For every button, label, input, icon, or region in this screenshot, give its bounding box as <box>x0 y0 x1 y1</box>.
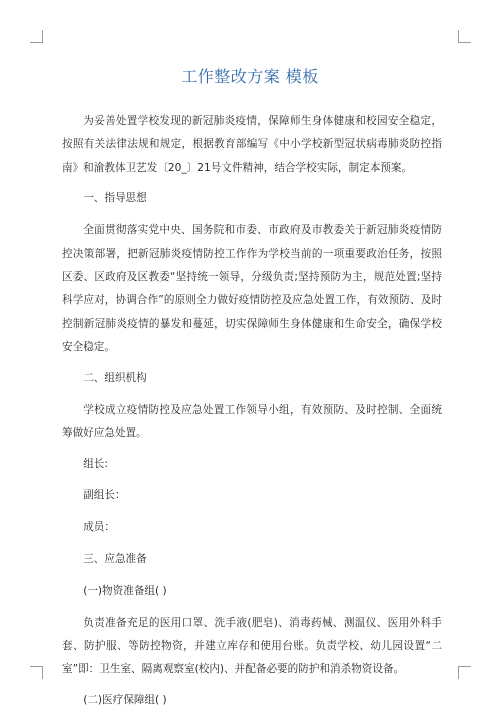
members-line: 成员： <box>83 521 115 534</box>
leader-line: 组长: <box>83 457 108 470</box>
guiding-ideology-paragraph: 全面贯彻落实党中央、国务院和市委、市政府及市教委关于新冠肺炎疫情防控决策部署，把新冠肺炎疫情防控工作作为学校当前的一项重要政治任务，按照区委、区政府及区教委“坚持统一领导，分级负责;坚持预防为主，规范处置;坚持科学应对，协调合作”的原则全力做好疫情防控及应急处置工作，有效预防、及时控制新冠肺炎疫情的暴发和蔓延，切实保障师生身体健康和生命安全，确保学校安全稳定。 <box>62 224 442 354</box>
subsection-supplies-group: (一)物资准备组( ) <box>83 584 167 597</box>
subsection-medical-group: (二)医疗保障组( ) <box>83 694 167 707</box>
organization-paragraph: 学校成立疫情防控及应急处置工作领导小组，有效预防、及时控制、全面统筹做好应急处置。 <box>62 403 442 440</box>
supplies-group-paragraph: 负责准备充足的医用口罩、洗手液(肥皂)、消毒药械、测温仪、医用外科手套、防护服、等防控物资，并建立库存和使用台账。负责学校、幼儿园设置“二室”即：卫生室、隔离观察室(校内)、并配备必要的防护和消杀物资设备。 <box>62 616 442 676</box>
intro-paragraph: 为妥善处置学校发现的新冠肺炎疫情，保障师生身体健康和校园安全稳定，按照有关法律法规和规定，根据教育部编写《中小学校新型冠状病毒肺炎防控指南》和渝教体卫艺发〔20_〕21号文件精神，结合学校实际，制定本预案。 <box>62 115 442 174</box>
section-heading-emergency-preparation: 三、应急准备 <box>83 553 147 566</box>
document-body <box>62 110 442 721</box>
document-title: 工作整改方案 模板 <box>181 67 319 86</box>
crop-mark-top-left <box>30 30 43 43</box>
crop-mark-bottom-left <box>30 666 43 679</box>
section-heading-guiding-ideology: 一、指导思想 <box>83 192 147 205</box>
crop-mark-top-right <box>458 30 471 43</box>
crop-mark-bottom-right <box>458 666 471 679</box>
deputy-leader-line: 副组长： <box>83 489 126 502</box>
section-heading-organization: 二、组织机构 <box>83 371 147 384</box>
